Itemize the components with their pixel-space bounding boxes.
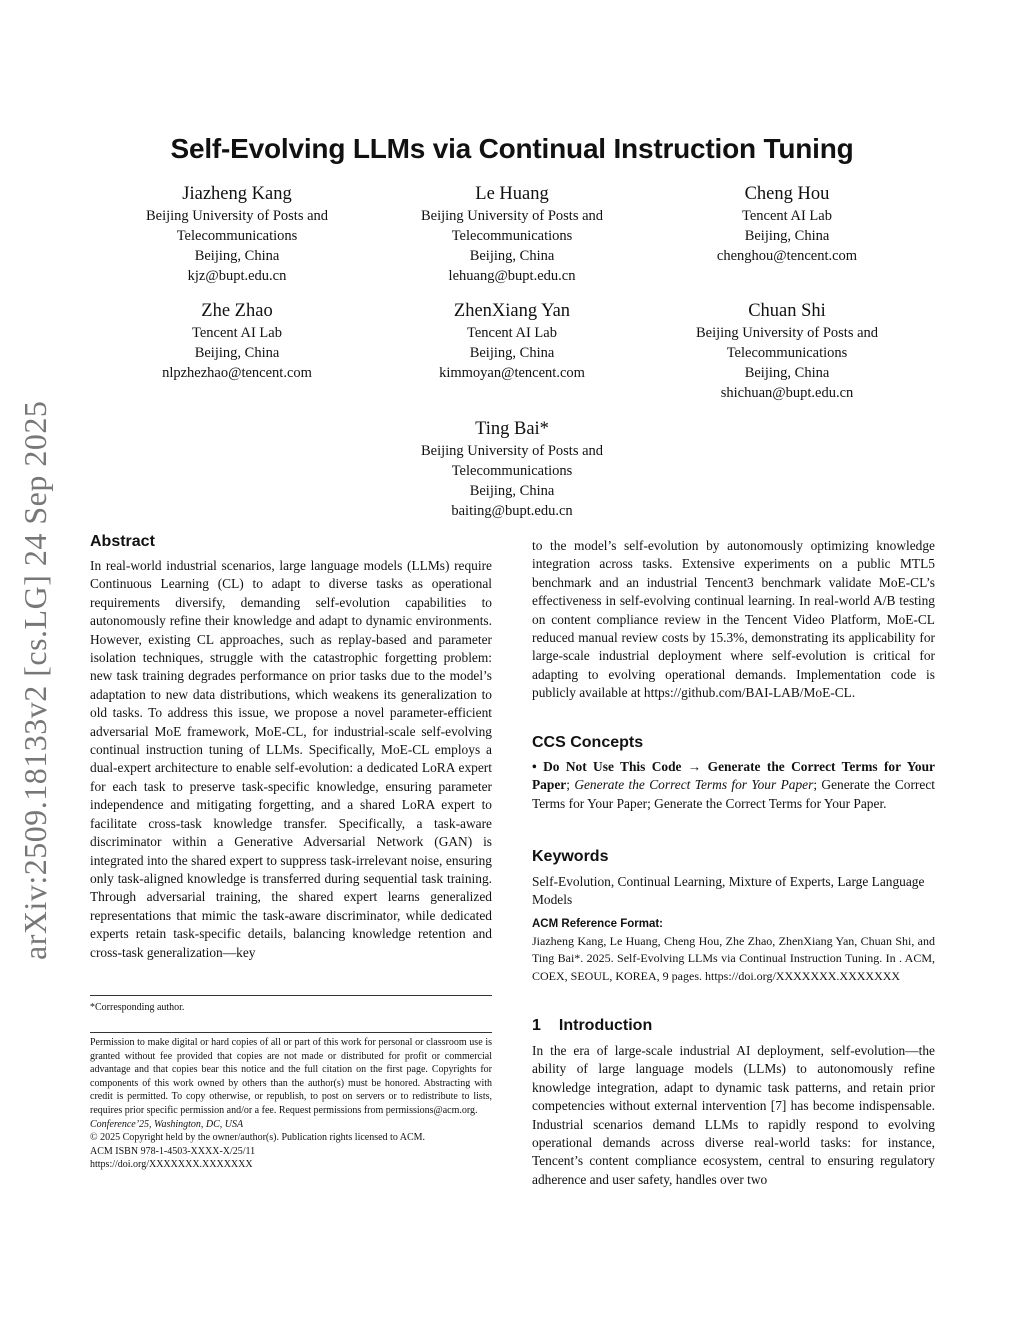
abstract-left: In real-world industrial scenarios, large language models (LLMs) require Continuous Learning (CL) to adapt to diverse tasks as operational requirements diversify, demanding self-evolution capabilities to autonomously refine their knowledge and adapt to dynamic environments. However, existing CL approaches, such as replay-based and parameter isolation techniques, struggle with the catastrophic forgetting problem: new task training degrades performance on prior tasks due to the model’s adaptation to new data distributions, which weakens its generalization to old tasks. To address this issue, we propose a novel parameter-efficient adversarial MoE framework, MoE-CL, for industrial-scale self-evolving continual instruction tuning of LLMs. Specifically, MoE-CL employs a dual-expert architecture to enable self-evolution: a dedicated LoRA expert for each task to preserve task-specific knowledge, ensuring parameter independence and mitigating forgetting, and a shared LoRA expert to facilitate cross-task knowledge transfer. Specifically, a task-aware discriminator within a Generative Adversarial Network (GAN) is integrated into the shared expert to suppress task-irrelevant noise, ensuring only task-aligned knowledge is transferred during sequential task training. Through adversarial training, the shared expert learns generalized representations that mimic the task-aware discriminator, while dedicated experts retain task-specific details, balancing knowledge retention and cross-task generalization—key	[90, 558, 492, 960]
keywords-heading: Keywords	[532, 848, 609, 865]
author-affiliation: Beijing University of Posts and	[420, 208, 604, 224]
author-block	[652, 299, 922, 403]
author-affiliation: Telecommunications	[726, 345, 848, 361]
abstract-heading: Abstract	[90, 533, 155, 550]
author-email: shichuan@bupt.edu.cn	[720, 385, 854, 401]
ccs-rest: ; Generate the Correct Terms for Your Paper; Generate the Correct Terms for Your Paper.	[532, 777, 935, 811]
author-name: Cheng Hou	[744, 184, 830, 204]
author-name: Le Huang	[475, 184, 549, 204]
author-affiliation: Telecommunications	[176, 228, 298, 244]
arxiv-id: arXiv:2509.18133v2 [cs.LG] 24 Sep 2025	[17, 400, 53, 960]
author-affiliation: Beijing University of Posts and	[420, 443, 604, 459]
paper-title: Self-Evolving LLMs via Continual Instruction Tuning	[170, 133, 854, 164]
author-name: Jiazheng Kang	[182, 184, 292, 204]
permission-text: Permission to make digital or hard copies of all or part of this work for personal or classroom use is granted without fee provided that copies are not made or distributed for profit or commercial advantage and that copies bear this notice and the full citation on the first page. Copyrights for components of this work owned by others than the author(s) must be honored. Abstracting with credit is permitted. To copy otherwise, or republish, to post on servers or to redistribute to lists, requires prior specific permission and/or a fee. Request permissions from permissions@acm.org.	[90, 1037, 492, 1116]
ccs-heading: CCS Concepts	[532, 734, 644, 751]
ccs-concepts	[532, 758, 935, 813]
arxiv-sidebar	[17, 400, 67, 1000]
section-number: 1	[532, 1017, 541, 1034]
author-email: lehuang@bupt.edu.cn	[448, 268, 576, 284]
author-email: kimmoyan@tencent.com	[439, 365, 585, 381]
author-block	[652, 182, 922, 266]
intro-text: In the era of large-scale industrial AI deployment, self-evolution—the ability of large language models (LLMs) to autonomously refine knowledge integration, adapt to dynamic task patterns, and retain prior competencies without external intervention [7] has become indispensable. Industrial scenarios demand LLMs to rapidly respond to evolving operational demands across diverse real-world tasks: for instance, Tencent’s content compliance ecosystem, central to ensuring regulatory adherence and user safety, handles over two	[532, 1043, 935, 1187]
author-name: Ting Bai*	[475, 419, 549, 439]
corresponding-note: *Corresponding author.	[90, 1002, 185, 1013]
conference-line: Conference’25, Washington, DC, USA	[90, 1118, 244, 1130]
author-location: Beijing, China	[469, 248, 555, 264]
ccs-italic-term: Generate the Correct Terms for Your Paper	[574, 777, 814, 793]
copyright-line: © 2025 Copyright held by the owner/author(s). Publication rights licensed to ACM.	[90, 1132, 426, 1144]
author-affiliation: Tencent AI Lab	[742, 208, 832, 224]
acm-ref-heading: ACM Reference Format:	[532, 918, 663, 930]
author-name: ZhenXiang Yan	[453, 301, 571, 321]
author-email: chenghou@tencent.com	[716, 248, 858, 264]
author-block	[377, 182, 647, 286]
author-block	[377, 299, 647, 383]
intro-heading	[532, 1017, 652, 1035]
author-email: baiting@bupt.edu.cn	[451, 503, 573, 519]
author-affiliation: Telecommunications	[451, 228, 573, 244]
author-affiliation: Tencent AI Lab	[467, 325, 557, 341]
author-block	[102, 299, 372, 383]
author-email: kjz@bupt.edu.cn	[187, 268, 287, 284]
author-location: Beijing, China	[194, 345, 280, 361]
ccs-bold-term: • Do Not Use This Code → Generate the Correct Terms for Your Paper	[532, 759, 935, 793]
author-affiliation: Telecommunications	[451, 463, 573, 479]
section-title: Introduction	[558, 1017, 653, 1034]
isbn-line: ACM ISBN 978-1-4503-XXXX-X/25/11	[90, 1145, 256, 1157]
acm-ref-text: Jiazheng Kang, Le Huang, Cheng Hou, Zhe Zhao, ZhenXiang Yan, Chuan Shi, and Ting Bai*. 2025. Self-Evolving LLMs via Continual Instruction Tuning. In . ACM, COEX, SEOUL, KOREA, 9 pages. https://doi.org/XXXXXXX.XXXXXXX	[532, 934, 935, 983]
author-email: nlpzhezhao@tencent.com	[162, 365, 312, 381]
author-affiliation: Tencent AI Lab	[192, 325, 282, 341]
permission-block	[90, 1036, 492, 1172]
author-name: Zhe Zhao	[201, 301, 273, 321]
permission-divider	[90, 1032, 492, 1033]
author-block	[102, 182, 372, 286]
keywords-text: Self-Evolution, Continual Learning, Mixture of Experts, Large Language Models	[532, 874, 925, 908]
footnote-divider	[90, 995, 492, 996]
author-location: Beijing, China	[469, 345, 555, 361]
author-affiliation: Beijing University of Posts and	[145, 208, 329, 224]
ccs-separator: ;	[566, 777, 575, 793]
author-location: Beijing, China	[469, 483, 555, 499]
author-location: Beijing, China	[744, 365, 830, 381]
abstract-right: to the model’s self-evolution by autonomously optimizing knowledge integration across tasks. Extensive experiments on a public MTL5 benchmark and an industrial Tencent3 benchmark validate MoE-CL’s effectiveness in self-evolving continual learning. In real-world A/B testing on content compliance review in the Tencent Video Platform, MoE-CL reduced manual review costs by 15.3%, demonstrating its applicability for large-scale industrial deployment where self-evolution is critical for adapting to evolving operational demands. Implementation code is publicly available at https://github.com/BAI-LAB/MoE-CL.	[532, 538, 935, 701]
author-location: Beijing, China	[194, 248, 280, 264]
doi-line: https://doi.org/XXXXXXX.XXXXXXX	[90, 1159, 253, 1171]
author-location: Beijing, China	[744, 228, 830, 244]
author-block	[377, 417, 647, 521]
author-affiliation: Beijing University of Posts and	[695, 325, 879, 341]
author-name: Chuan Shi	[748, 301, 826, 321]
